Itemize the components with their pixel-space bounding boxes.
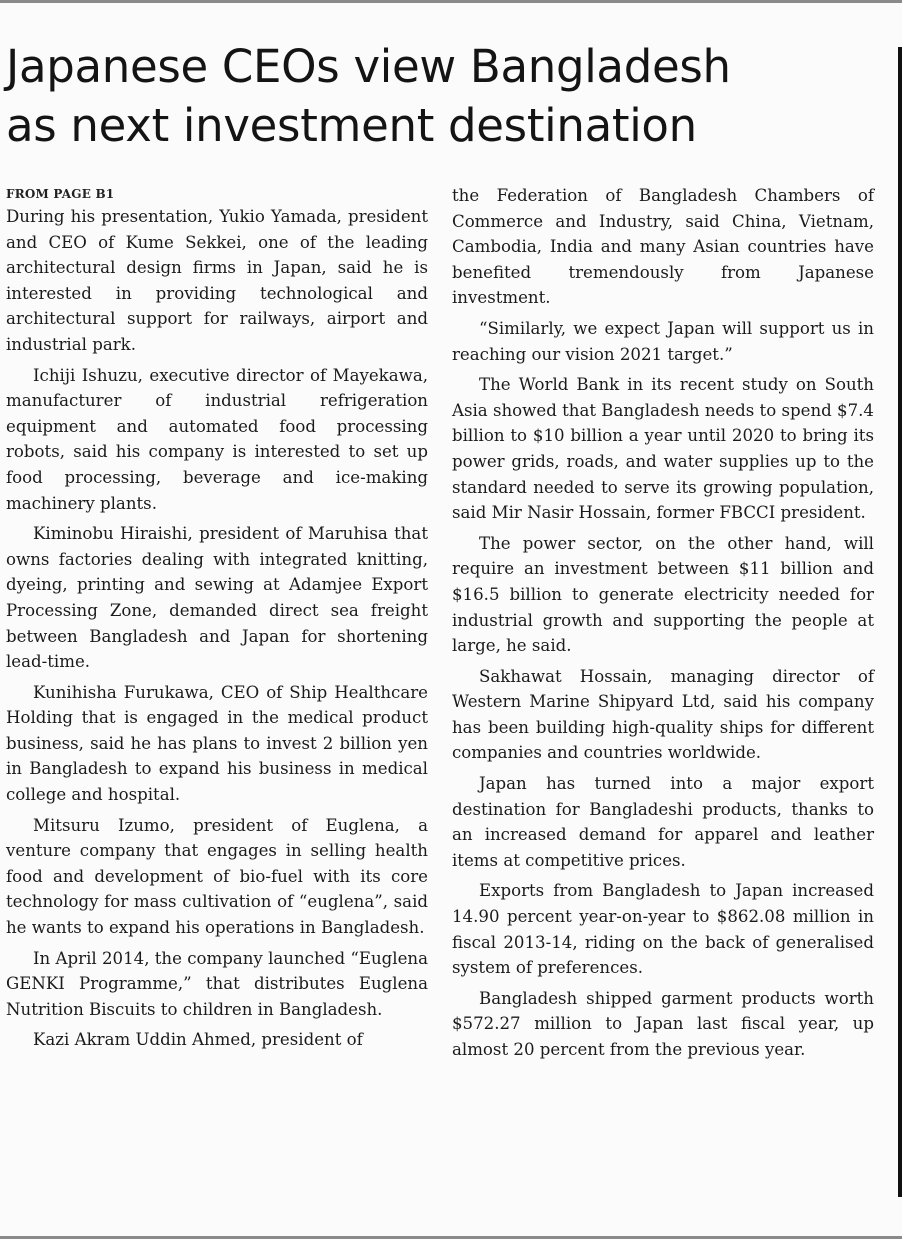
paragraph: In April 2014, the company launched “Euglena GENKI Programme,” that distributes Euglena Nutrition Biscuits to children in Bangladesh. [6,948,428,1019]
paragraph: Kazi Akram Uddin Ahmed, president of [33,1030,363,1050]
paragraph: Japan has turned into a major export destination for Bangladeshi products, thanks to an increased demand for apparel and leather items at competitive prices. [452,774,874,870]
headline-line-2: as next investment destination [6,99,697,152]
paragraph: During his presentation, Yukio Yamada, president and CEO of Kume Sekkei, one of the leading architectural design firms in Japan, said he is interested in providing technological and architectural support for railways, airport and industrial park. [6,207,428,354]
paragraph: The power sector, on the other hand, will require an investment between $11 billion and $16.5 billion to generate electricity needed for industrial growth and supporting the people at large, he said. [452,533,874,656]
paragraph: “Similarly, we expect Japan will support us in reaching our vision 2021 target.” [452,318,874,364]
paragraph: Ichiji Ishuzu, executive director of Mayekawa, manufacturer of industrial refrigeration equipment and automated food processing robots, said his company is interested to set up food processing, beverage and ice-making machinery plants. [6,365,428,513]
paragraph: the Federation of Bangladesh Chambers of Commerce and Industry, said China, Vietnam, Cambodia, India and many Asian countries have benefited tremendously from Japanese investment. [452,186,874,308]
jump-line: FROM PAGE B1 [6,187,115,201]
paragraph: Bangladesh shipped garment products worth $572.27 million to Japan last fiscal year, up almost 20 percent from the previous year. [452,988,874,1059]
left-column [6,187,428,1058]
paragraph: Kiminobu Hiraishi, president of Maruhisa that owns factories dealing with integrated knitting, dyeing, printing and sewing at Adamjee Export Processing Zone, demanded direct sea freight between Bangladesh and Japan for shortening lead-time. [6,524,428,672]
paragraph: Kunihisha Furukawa, CEO of Ship Healthcare Holding that is engaged in the medical product business, said he has plans to invest 2 billion yen in Bangladesh to expand his business in medical college and hospital. [6,682,428,805]
paragraph: Sakhawat Hossain, managing director of Western Marine Shipyard Ltd, said his company has been building high-quality ships for different companies and countries worldwide. [452,666,874,763]
headline [6,37,886,155]
headline-line-1: Japanese CEOs view Bangladesh [6,40,731,93]
paragraph: The World Bank in its recent study on South Asia showed that Bangladesh needs to spend $7.4 billion to $10 billion a year until 2020 to bring its power grids, roads, and water supplies up to the standard needed to serve its growing population, said Mir Nasir Hossain, former FBCCI president. [452,375,874,523]
paragraph: Exports from Bangladesh to Japan increased 14.90 percent year-on-year to $862.08 million in fiscal 2013-14, riding on the back of generalised system of preferences. [452,881,874,978]
column-rule [898,47,902,1197]
paragraph: Mitsuru Izumo, president of Euglena, a venture company that engages in selling health food and development of bio-fuel with its core technology for mass cultivation of “euglena”, said he wants to expand his operations in Bangladesh. [6,815,428,938]
right-column [452,183,874,1068]
